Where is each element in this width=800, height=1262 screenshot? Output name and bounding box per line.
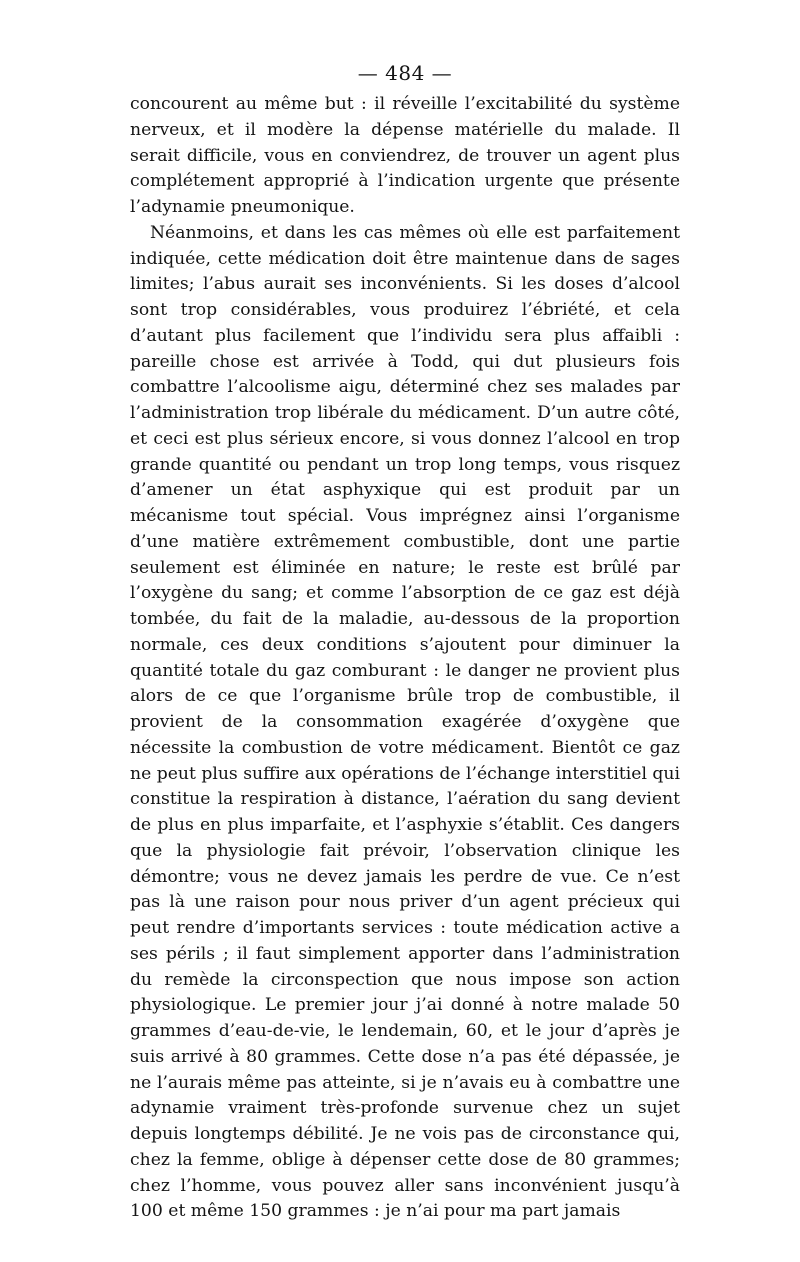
body-text bbox=[130, 92, 680, 1225]
paragraph-1: concourent au même but : il réveille l’excitabilité du système nerveux, et il modère la dépense matérielle du malade. Il serait difficile, vous en conviendrez, de trouver un agent plus complétement approprié à l’indication urgente que présente l’adynamie pneumonique. bbox=[130, 94, 680, 217]
book-page bbox=[130, 58, 680, 1225]
paragraph-2: Néanmoins, et dans les cas mêmes où elle est parfaitement indiquée, cette médication doit être maintenue dans de sages limites; l’abus aurait ses inconvénients. Si les doses d’alcool sont trop considérables, vous produirez l’ébriété, et cela d’autant plus facilement que l’individu sera plus affaibli : pareille chose est arrivée à Todd, qui dut plusieurs fois combattre l’alcoolisme aigu, déterminé chez ses malades par l’administration trop libérale du médicament. D’un autre côté, et ceci est plus sérieux encore, si vous donnez l’alcool en trop grande quantité ou pendant un trop long temps, vous risquez d’amener un état asphyxique qui est produit par un mécanisme tout spécial. Vous imprégnez ainsi l’organisme d’une matière extrêmement combustible, dont une partie seulement est éliminée en nature; le reste est brûlé par l’oxygène du sang; et comme l’absorption de ce gaz est déjà tombée, du fait de la maladie, au-dessous de la proportion normale, ces deux conditions s’ajoutent pour diminuer la quantité totale du gaz comburant : le danger ne provient plus alors de ce que l’organisme brûle trop de combustible, il provient de la consommation exagérée d’oxygène que nécessite la combustion de votre médicament. Bientôt ce gaz ne peut plus suffire aux opérations de l’échange interstitiel qui constitue la respiration à distance, l’aération du sang devient de plus en plus imparfaite, et l’asphyxie s’établit. Ces dangers que la physiologie fait prévoir, l’observation clinique les démontre; vous ne devez jamais les perdre de vue. Ce n’est pas là une raison pour nous priver d’un agent précieux qui peut rendre d’importants services : toute médication active a ses périls ; il faut simplement apporter dans l’administration du remède la circonspection que nous impose son action physiologique. Le premier jour j’ai donné à notre malade 50 grammes d’eau-de-vie, le lendemain, 60, et le jour d’après je suis arrivé à 80 grammes. Cette dose n’a pas été dépassée, je ne l’aurais même pas atteinte, si je n’avais eu à combattre une adynamie vraiment très-profonde survenue chez un sujet depuis longtemps débilité. Je ne vois pas de circonstance qui, chez la femme, oblige à dépenser cette dose de 80 grammes; chez l’homme, vous pouvez aller sans inconvénient jusqu’à 100 et même 150 grammes : je n’ai pour ma part jamais bbox=[130, 222, 680, 1222]
page-number: — 484 — bbox=[357, 61, 453, 85]
